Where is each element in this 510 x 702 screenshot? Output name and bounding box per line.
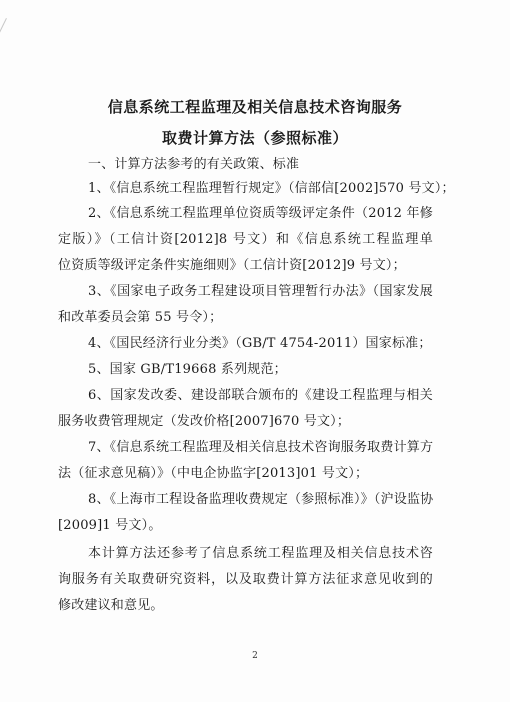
document-title-line2: 取费计算方法（参照标准） — [161, 129, 348, 147]
reference-item-2-cont: 位资质等级评定条件实施细则》（工信计资[2012]9 号文）； — [58, 258, 406, 273]
reference-item-8: 8、《上海市工程设备监理收费规定（参照标准）》（沪设监协 — [88, 492, 434, 507]
scan-mark — [0, 18, 7, 81]
reference-item-7-cont: 法（征求意见稿）》（中电企协监字[2013]01 号文）； — [58, 466, 369, 481]
reference-item-6: 6、国家发改委、建设部联合颁布的《建设工程监理与相关 — [88, 388, 433, 403]
document-title-line1: 信息系统工程监理及相关信息技术咨询服务 — [107, 98, 403, 116]
page-number: 2 — [252, 651, 258, 661]
reference-item-7: 7、《信息系统工程监理及相关信息技术咨询服务取费计算方 — [88, 440, 434, 455]
closing-paragraph: 本计算方法还参考了信息系统工程监理及相关信息技术咨 — [88, 546, 433, 561]
reference-item-5: 5、国家 GB/T19668 系列规范； — [88, 362, 287, 377]
closing-paragraph-cont: 询服务有关取费研究资料，以及取费计算方法征求意见收到的 — [58, 572, 433, 587]
reference-item-6-cont: 服务收费管理规定（发改价格[2007]670 号文）； — [58, 414, 351, 429]
reference-item-3-cont: 和改革委员会第 55 号令）； — [58, 310, 223, 325]
reference-item-2: 2、《信息系统工程监理单位资质等级评定条件（2012 年修 — [88, 206, 433, 221]
reference-item-8-cont: [2009]1 号文）。 — [58, 518, 162, 533]
section-heading: 一、计算方法参考的有关政策、标准 — [88, 157, 300, 172]
reference-item-3: 3、《国家电子政务工程建设项目管理暂行办法》（国家发展 — [88, 284, 433, 299]
reference-item-1: 1、《信息系统工程监理暂行规定》（信部信[2002]570 号文）； — [88, 181, 455, 196]
closing-paragraph-cont: 修改建议和意见。 — [58, 598, 164, 613]
reference-item-2-cont: 定版）》（工信计资[2012]8 号文）和《信息系统工程监理单 — [58, 232, 433, 247]
reference-item-4: 4、《国民经济行业分类》（GB/T 4754-2011）国家标准； — [88, 336, 432, 351]
